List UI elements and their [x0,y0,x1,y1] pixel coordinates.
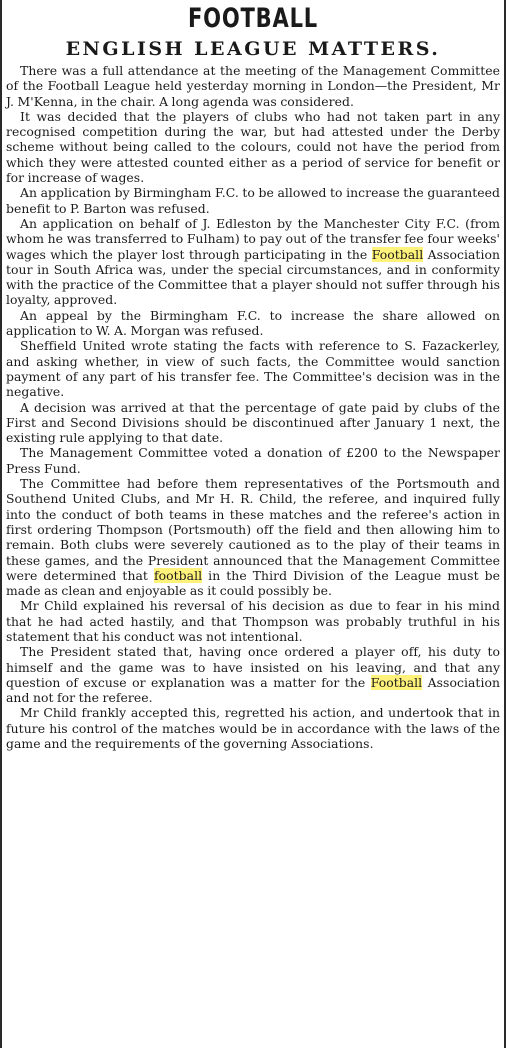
highlighted-keyword: Football [370,674,423,690]
paragraph-president-statement: The President stated that, having once ordered a player off, his duty to himself and the game was to have insisted on his leaving, and that any question of excuse or explanation was a matter for the Football Association and not for the referee. [6,644,500,706]
highlighted-keyword: Football [371,246,424,262]
paragraph-child-explanation: Mr Child explained his reversal of his decision as due to fear in his mind that he had acted hastily, and that Thompson was probably truthful in his statement that his conduct was not intentional. [6,598,500,644]
article-headline: ENGLISH LEAGUE MATTERS. [65,38,441,60]
section-title: FOOTBALL [188,3,318,34]
clipping-left-edge [0,0,2,1048]
paragraph-child-acceptance: Mr Child frankly accepted this, regretted his action, and undertook that in future his control of the matches would be in accordance with the laws of the game and the requirements of the governing Associations. [6,705,500,752]
paragraph-birmingham-barton: An application by Birmingham F.C. to be allowed to increase the guaranteed benefit to P. Barton was refused. [6,185,500,216]
paragraph-birmingham-morgan: An appeal by the Birmingham F.C. to increase the share allowed on application to W. A. Morgan was refused. [6,307,500,339]
paragraph-portsmouth-southend: The Committee had before them representatives of the Portsmouth and Southend United Clubs, and Mr H. R. Child, the referee, and inquired fully into the conduct of both teams in these matches and the referee's action in first ordering Thompson (Portsmouth) off the field and then allowing him to remain. Both clubs were severely cautioned as to the play of their teams in these games, and the President announced that the Management Committee were determined that football in the Third Division of the League must be made as clean and enjoyable as it could possibly be. [6,476,501,599]
highlighted-keyword: football [154,567,203,583]
paragraph-edleston: An application on behalf of J. Edleston by the Manchester City F.C. (from whom he was transferred to Fulham) to pay out of the transfer fee four weeks' wages which the player lost through participating in the Football Association tour in South Africa was, under the special circumstances, and in conformity with the practice of the Committee that a player should not suffer through his loyalty, approved. [6,215,501,308]
article-body [6,63,500,751]
paragraph-attendance: There was a full attendance at the meeting of the Management Committee of the Football League held yesterday morning in London—the President, Mr J. M'Kenna, in the chair. A long agenda was considered. [6,63,500,109]
paragraph-gate-percentage: A decision was arrived at that the percentage of gate paid by clubs of the First and Second Divisions should be discontinued after January 1 next, the existing rule applying to that date. [6,399,500,446]
paragraph-war-players: It was decided that the players of clubs who had not taken part in any recognised competition during the war, but had attested under the Derby scheme without being called to the colours, could not have the period from which they were attested counted either as a period of service for benefit or for increase of wages. [6,108,500,186]
paragraph-press-fund: The Management Committee voted a donation of £200 to the Newspaper Press Fund. [6,445,500,476]
paragraph-sheffield-fazackerley: Sheffield United wrote stating the facts with reference to S. Fazackerley, and asking whether, in view of such facts, the Committee would sanction payment of any part of his transfer fee. The Committee's decision was in the negative. [6,338,500,400]
